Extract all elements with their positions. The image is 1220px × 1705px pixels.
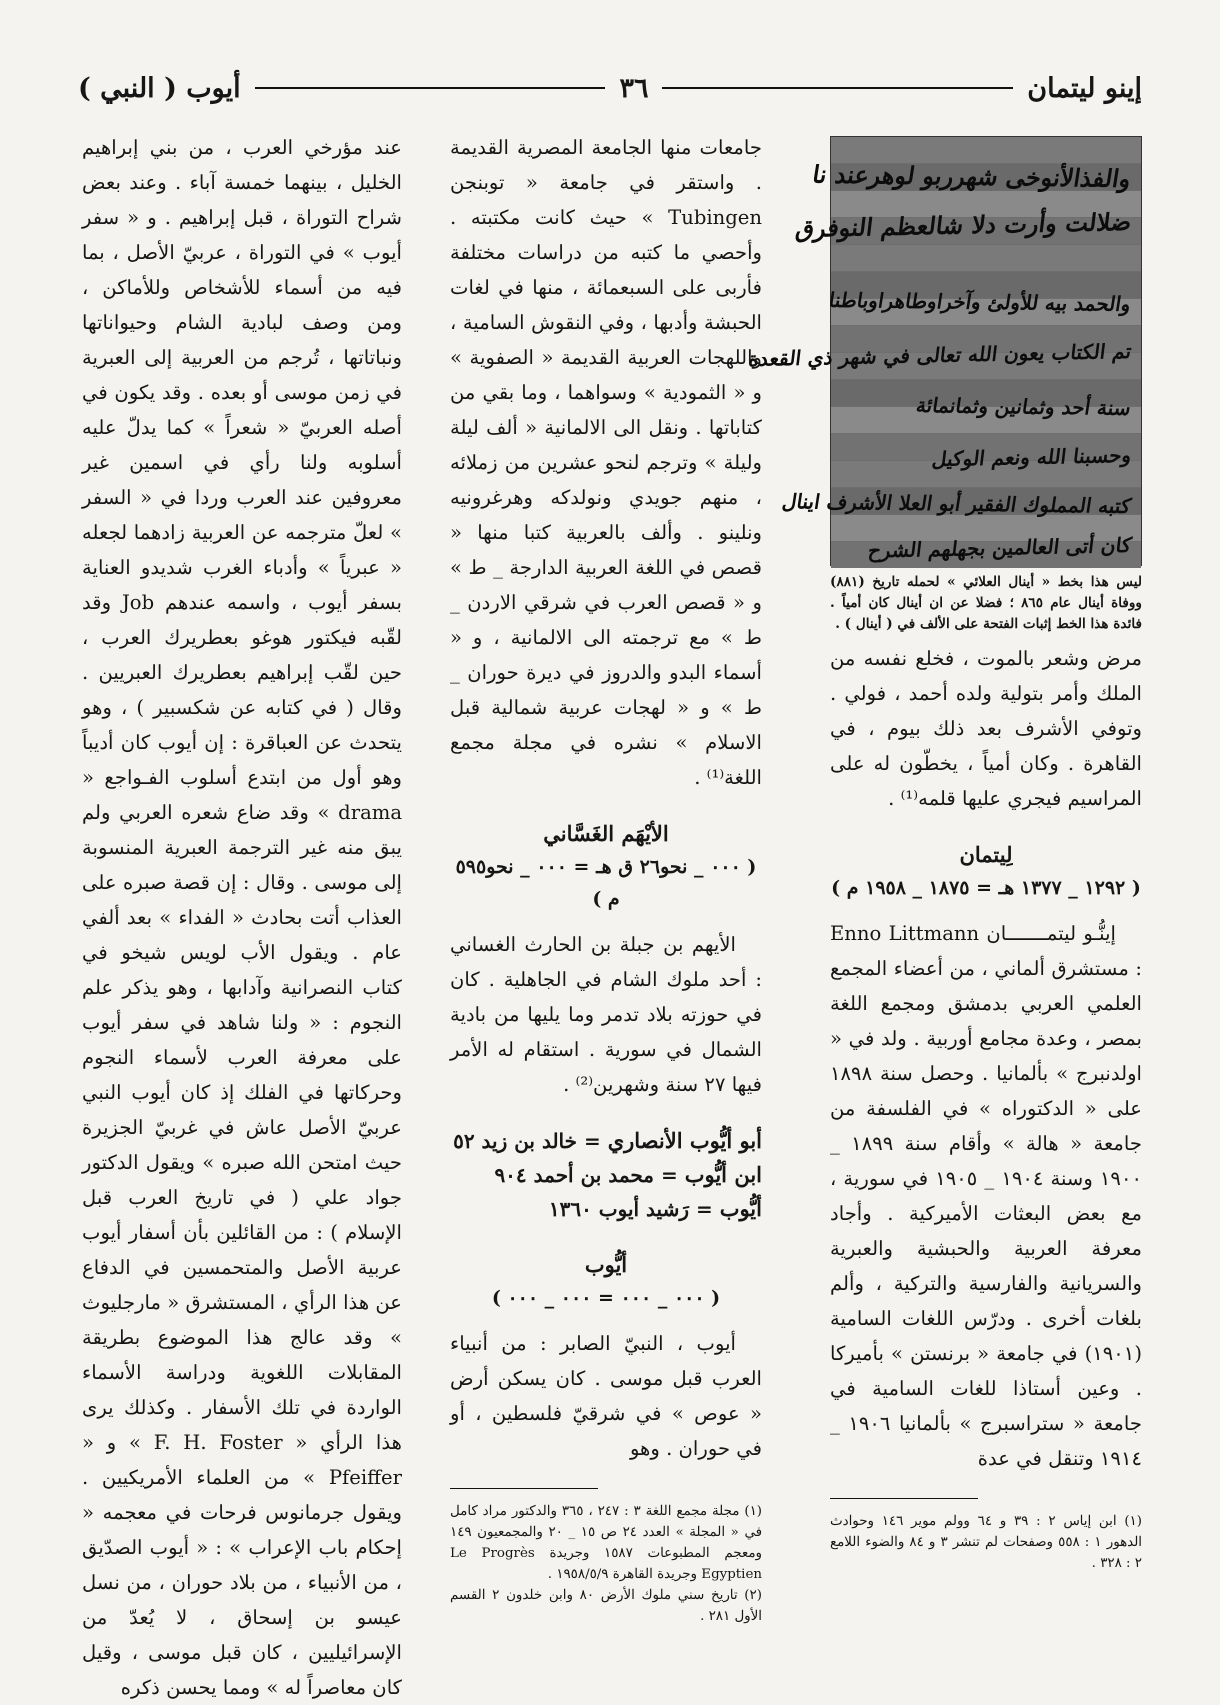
name-latin: Enno Littmann : xyxy=(830,922,1142,980)
name-arabic: إينُّـو ليتمـــــــان xyxy=(986,922,1116,945)
middle-column xyxy=(450,130,762,1627)
manuscript-line: سنة أحد وثمانين وثمانمائة xyxy=(914,393,1133,421)
xref-name: أيُّوب xyxy=(719,1196,762,1221)
running-header xyxy=(78,62,1142,114)
paper-texture xyxy=(831,245,1141,271)
littmann-continued xyxy=(450,130,762,795)
xref-name: ابن أيُّوب xyxy=(684,1162,762,1187)
manuscript-line: والحمد بيه للأولئ وآخراوطاهراوباطنا xyxy=(827,287,1133,317)
latin-term: Tubingen xyxy=(668,206,762,229)
manuscript-line: ضلالت وأرت دلا شالعظم النوفرق xyxy=(793,206,1134,243)
text-segment: » وقد ضاع شعره العربي ولم يبق منه غير الترجمة العبرية المنسوبة إلى موسى . وقال : إن قصة صبره على العذاب أتت بحادث « الفداء » بعد ألفي عام . ويقول الأب لويس شيخو في كتاب النصرانية وآدابها ، وهو يذكر علم النجوم : « ولنا شاهد في سفر أيوب على معرفة العرب لأسماء النجوم وحركاتها في الفلك إذ كان أيوب النبي عربيّ الأصل عاش في غربيّ الجزيرة حيث امتحن الله صبره » ويقول الدكتور جواد علي ( في تاريخ العرب قبل الإسلام ) : من القائلين بأن أسفار أيوب عربية الأصل والمتحمسين في الدفاع عن هذا الرأي ، المستشرق « مارجليوث » وقد عالج هذا الموضوع بطريقة المقابلات اللغوية ودراسة الأسماء الواردة في تلك الأسفار . وكذلك يرى هذا الرأي « xyxy=(82,801,402,1454)
cross-reference xyxy=(450,1192,762,1226)
littmann-body: مستشرق ألماني ، من أعضاء المجمع العلمي العربي بدمشق ومجمع اللغة بمصر ، وعدة مجامع أوربية . ولد في « اولدنبرج » بألمانيا . وحصل سنة ١٨٩٨ على « الدكتوراه » في الفلسفة من جامعة « هالة » وأقام سنة ١٨٩٩ _ ١٩٠٠ وسنة ١٩٠٤ _ ١٩٠٥ في سورية ، مع بعض البعثات الأميركية . وأجاد معرفة العربية والحبشية والعبرية والسريانية والفارسية والتركية ، وألم بلغات أخرى . ودرّس اللغات السامية (١٩٠١) في جامعة « برنستن » بأميركا . وعين أستاذا للغات السامية في جامعة « ستراسبرج » بألمانيا ١٩٠٦ _ ١٩١٤ وتنقل في عدة xyxy=(830,957,1142,1470)
header-right-title: إينو ليتمان xyxy=(1027,72,1142,104)
xref-target: = رَشيد أيوب ١٣٦٠ xyxy=(548,1197,713,1221)
text-segment: » حيث كانت مكتبته . وأحصي ما كتبه من دراسات مختلفة فأربى على السبعمائة ، منها في لغات الحبشة وأدبها ، وفي النقوش السامية ، واللهجات العربية القديمة « الصفوية » و « الثمودية » وسواهما ، وما بقي من كتاباتها . ونقل الى الالمانية « ألف ليلة وليلة » وترجم لنحو عشرين من زملائه ، منهم جويدي ونولدكه وهرغرونيه ونلينو . وألف بالعربية كتبا منها « قصص في اللغة العربية الدارجة _ ط » و « قصص العرب في شرقي الاردن _ ط » مع ترجمته الى الالمانية ، و « أسماء البدو والدروز في ديرة حوران _ ط » و « لهجات عربية شمالية قبل الاسلام » نشره في مجلة مجمع اللغة⁽¹⁾ . xyxy=(450,206,762,789)
text-segment: جامعات منها الجامعة المصرية القديمة . واستقر في جامعة « توبنجن xyxy=(450,136,762,194)
footnote-text: وجريدة القاهرة ١٩٥٨/٥/٩ . xyxy=(547,1567,698,1582)
manuscript-line: كان أتى العالمين بجهلهم الشرح xyxy=(866,532,1133,563)
image-caption: ليس هذا بخط « أينال العلائي » لحمله تاريخ (٨٨١) ووفاة أينال عام ٨٦٥ ؛ فضلا عن ان أينال كان أمياً . فائدة هذا الخط إثبات الفتحة على الألف في ( أينال ) . xyxy=(830,574,1142,632)
entry-dates-aiham: ( ٠٠٠ _ نحو٢٦ ق هـ = ٠٠٠ _ نحو٥٩٥ م ) xyxy=(455,856,757,910)
manuscript-line: والفذالأنوخى شهرربو لوهرعند نا xyxy=(810,159,1133,194)
text-segment: » من العلماء الأمريكيين . ويقول جرمانوس فرحات في معجمه « إحكام باب الإعراب » : « أيوب الصدّيق ، من الأنبياء ، من بلاد حوران ، من نسل عيسو بن إسحاق ، لا يُعدّ من الإسرائيليين ، كان قبل موسى ، وقيل كان معاصراً له » ومما يحسن ذكره xyxy=(82,1466,402,1699)
latin-term: Pfeiffer xyxy=(328,1466,403,1489)
footnote-rule xyxy=(830,1498,978,1499)
footnotes-right xyxy=(830,1498,1142,1574)
footnote-2: (٢) تاريخ سني ملوك الأرض ٨٠ وابن خلدون ٢ القسم الأول ٢٨١ . xyxy=(450,1588,762,1624)
text-segment: » و « xyxy=(82,1431,141,1454)
text-segment: عند مؤرخي العرب ، من بني إبراهيم الخليل ، بينهما خمسة آباء . وعند بعض شراح التوراة ، قبل إبراهيم . و « سفر أيوب » في التوراة ، عربيّ الأصل ، بما فيه من أسماء للأشخاص وللأماكن ، ومن وصف لبادية الشام وحيواناتها ونباتاتها ، تُرجم من العربية إلى العبرية في زمن موسى أو بعده . وقد يكون في أصله العربيّ « شعراً » كما يدلّ عليه أسلوبه ولنا رأي في اسمين غير معروفين عند العرب وردا في « السفر » لعلّ مترجمه عن العربية زادهما لجعله « عبرياً » وأدباء الغرب شديدو العناية بسفر أيوب ، واسمه عندهم xyxy=(82,136,403,614)
text-segment: وقد لقّبه فيكتور هوغو بعطريرك العرب ، حين لقّب إبراهيم بعطريرك العبريين . وقال ( في كتابه عن شكسبير ) ، وهو يتحدث عن العباقرة : إن أيوب كان أديباً وهو أول من ابتدع أسلوب الفـواجع « xyxy=(82,591,402,789)
manuscript-line: وحسبنا الله ونعم الوكيل xyxy=(930,442,1133,472)
xref-target: = محمد بن أحمد ٩٠٤ xyxy=(494,1163,678,1187)
entry-dates-littmann: ( ١٢٩٢ _ ١٣٧٧ هـ = ١٨٧٥ _ ١٩٥٨ م ) xyxy=(831,877,1141,899)
latin-term: drama xyxy=(338,801,403,824)
entry-title-ayyub: أيُّوب xyxy=(584,1252,628,1277)
entry-title-aiham: الأيْهَم الغَسَّاني xyxy=(543,821,669,846)
header-rule xyxy=(662,87,1013,89)
entry-text-littmann xyxy=(830,916,1142,1476)
right-column xyxy=(747,136,1143,1574)
footnote-1 xyxy=(450,1501,762,1585)
cross-reference xyxy=(450,1158,762,1192)
footnotes-middle xyxy=(450,1488,762,1627)
header-left-title: أيوب ( النبي ) xyxy=(77,72,241,104)
cross-reference xyxy=(450,1124,762,1158)
latin-term: Job xyxy=(121,591,155,614)
page-number: ٣٦ xyxy=(619,72,649,104)
manuscript-image xyxy=(747,136,1142,566)
entry-dates-ayyub: ( ٠٠٠ _ ٠٠٠ = ٠٠٠ _ ٠٠٠ ) xyxy=(491,1287,721,1309)
manuscript-line: تم الكتاب يعون الله تعالى في شهر ذي القعدة xyxy=(747,338,1133,371)
xref-target: = خالد بن زيد ٥٢ xyxy=(453,1129,601,1153)
latin-term: Le Progrès Egyptien xyxy=(450,1546,762,1582)
inal-continuation: مرض وشعر بالموت ، فخلع نفسه من الملك وأمر بتولية ولده أحمد ، فولي . وتوفي الأشرف بعد ذلك بيوم ، في القاهرة . وكان أمياً ، يخطّون له على المراسيم فيجري عليها قلمه⁽¹⁾ . xyxy=(830,647,1142,810)
header-rule xyxy=(255,87,606,89)
footnote-text: (١) مجلة مجمع اللغة ٣ : ٢٤٧ ، ٣٦٥ والدكتور مراد كامل في « المجلة » العدد ٢٤ ص ١٥ _ ٢٠ والمجمعيون ١٤٩ ومعجم المطبوعات ١٥٨٧ وجريدة xyxy=(450,1504,763,1561)
xref-name: أبو أيُّوب الأنصاري xyxy=(607,1128,762,1153)
manuscript-line: كتبه المملوك الفقير أبو العلا الأشرف اينال xyxy=(780,489,1133,519)
left-column xyxy=(82,130,402,1705)
footnote-1: (١) ابن إياس ٢ : ٣٩ و ٦٤ وولم موير ١٤٦ وحوادث الدهور ١ : ٥٥٨ وصفحات لم تنشر ٣ و ٨٤ والضوء اللامع ٢ : ٣٢٨ . xyxy=(830,1514,1143,1571)
latin-term: F. H. Foster xyxy=(153,1431,283,1454)
entry-text-aiham: الأيهم بن جبلة بن الحارث الغساني : أحد ملوك الشام في الجاهلية . كان في حوزته بلاد تدمر وما يليها من بادية الشمال في سورية . استقام له الأمر فيها ٢٧ سنة وشهرين⁽²⁾ . xyxy=(450,933,762,1096)
entry-text-ayyub: أيوب ، النبيّ الصابر : من أنبياء العرب قبل موسى . كان يسكن أرض « عوص » في شرقيّ فلسطين ، أو في حوران . وهو xyxy=(450,1332,762,1460)
ayyub-continued xyxy=(82,130,402,1705)
footnote-rule xyxy=(450,1488,598,1489)
entry-title-littmann: لِيتمان xyxy=(959,842,1013,867)
